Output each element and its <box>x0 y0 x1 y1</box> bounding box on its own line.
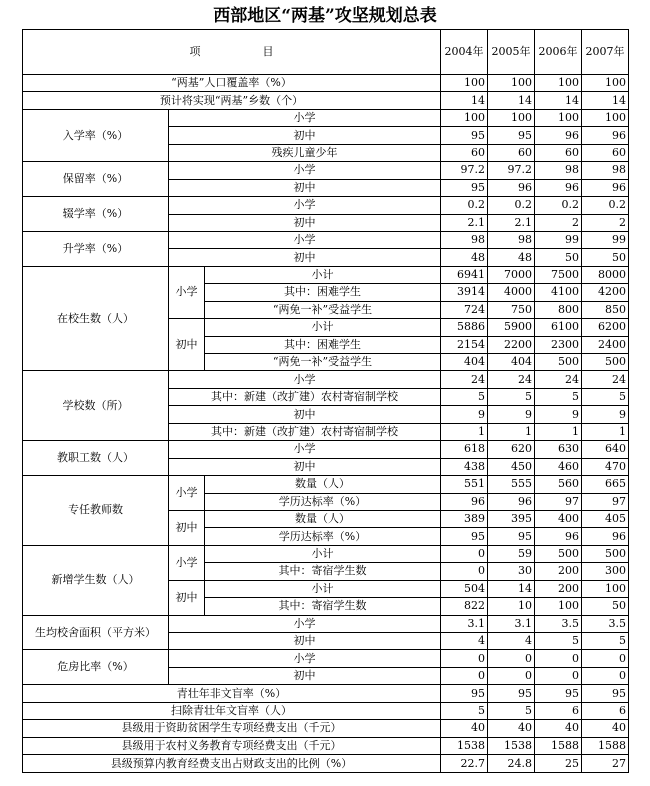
value-cell: 200 <box>535 580 582 597</box>
value-cell: 60 <box>535 144 582 161</box>
value-cell: 200 <box>535 563 582 580</box>
value-cell: 3.5 <box>582 615 629 632</box>
value-cell: 40 <box>582 720 629 737</box>
table-title: 西部地区“两基”攻坚规划总表 <box>213 6 437 26</box>
value-cell: 40 <box>488 720 535 737</box>
value-cell: 5 <box>488 388 535 405</box>
sub-label: “两免一补”受益学生 <box>205 354 441 371</box>
value-cell: 97 <box>535 493 582 510</box>
group-label: 学校数（所） <box>23 371 169 441</box>
group-label: 生均校舍面积（平方米） <box>23 615 169 650</box>
value-cell: 5 <box>582 633 629 650</box>
value-cell: 389 <box>441 510 488 527</box>
value-cell: 95 <box>441 528 488 545</box>
value-cell: 10 <box>488 598 535 615</box>
sub-label: 其中：困难学生 <box>205 284 441 301</box>
sub-label: “两免一补”受益学生 <box>205 301 441 318</box>
row-label: 县级用于农村义务教育专项经费支出（千元） <box>23 737 441 754</box>
value-cell: 24 <box>441 371 488 388</box>
table-row <box>23 266 629 283</box>
row-label: 县级用于资助贫困学生专项经费支出（千元） <box>23 720 441 737</box>
sub-label: 小学 <box>169 109 441 126</box>
value-cell: 50 <box>582 598 629 615</box>
value-cell: 95 <box>441 179 488 196</box>
value-cell: 40 <box>535 720 582 737</box>
value-cell: 100 <box>441 109 488 126</box>
value-cell: 450 <box>488 458 535 475</box>
sub-label: 小学 <box>169 650 441 667</box>
sub-label: 其中：困难学生 <box>205 336 441 353</box>
value-cell: 2.1 <box>441 214 488 231</box>
value-cell: 500 <box>535 545 582 562</box>
subgroup-label: 小学 <box>169 476 205 511</box>
sub-label: 学历达标率（%） <box>205 493 441 510</box>
sub-label: 初中 <box>169 633 441 650</box>
value-cell: 96 <box>488 179 535 196</box>
value-cell: 96 <box>488 493 535 510</box>
value-cell: 5 <box>488 702 535 719</box>
table-row <box>23 702 629 719</box>
sub-label: 数量（人） <box>205 510 441 527</box>
value-cell: 5886 <box>441 319 488 336</box>
value-cell: 5900 <box>488 319 535 336</box>
value-cell: 620 <box>488 441 535 458</box>
sub-label: 小学 <box>169 615 441 632</box>
value-cell: 14 <box>535 92 582 109</box>
table-row <box>23 197 629 214</box>
group-label: 保留率（%） <box>23 162 169 197</box>
value-cell: 1588 <box>582 737 629 754</box>
value-cell: 8000 <box>582 266 629 283</box>
value-cell: 1588 <box>535 737 582 754</box>
value-cell: 99 <box>535 231 582 248</box>
value-cell: 60 <box>441 144 488 161</box>
value-cell: 500 <box>582 545 629 562</box>
value-cell: 0 <box>535 667 582 684</box>
value-cell: 27 <box>582 755 629 773</box>
value-cell: 96 <box>582 528 629 545</box>
sub-label: 学历达标率（%） <box>205 528 441 545</box>
value-cell: 14 <box>488 92 535 109</box>
sub-label: 其中：新建（改扩建）农村寄宿制学校 <box>169 423 441 440</box>
value-cell: 724 <box>441 301 488 318</box>
sub-label: 其中：新建（改扩建）农村寄宿制学校 <box>169 388 441 405</box>
value-cell: 0 <box>441 667 488 684</box>
group-label: 危房比率（%） <box>23 650 169 685</box>
value-cell: 400 <box>535 510 582 527</box>
value-cell: 2200 <box>488 336 535 353</box>
table-row <box>23 109 629 126</box>
value-cell: 6 <box>582 702 629 719</box>
value-cell: 97 <box>582 493 629 510</box>
value-cell: 30 <box>488 563 535 580</box>
sub-label: 数量（人） <box>205 476 441 493</box>
value-cell: 9 <box>441 406 488 423</box>
value-cell: 618 <box>441 441 488 458</box>
value-cell: 97.2 <box>441 162 488 179</box>
value-cell: 0.2 <box>488 197 535 214</box>
item-header <box>23 30 441 75</box>
sub-label: 小学 <box>169 371 441 388</box>
year-header: 2004年 <box>441 30 488 75</box>
value-cell: 2300 <box>535 336 582 353</box>
group-label: 新增学生数（人） <box>23 545 169 615</box>
year-header: 2006年 <box>535 30 582 75</box>
value-cell: 98 <box>535 162 582 179</box>
subgroup-label: 小学 <box>169 545 205 580</box>
value-cell: 98 <box>488 231 535 248</box>
value-cell: 0 <box>582 667 629 684</box>
value-cell: 97.2 <box>488 162 535 179</box>
value-cell: 822 <box>441 598 488 615</box>
row-label: 青壮年非文盲率（%） <box>23 685 441 702</box>
row-label: “两基”人口覆盖率（%） <box>23 75 441 92</box>
value-cell: 438 <box>441 458 488 475</box>
table-row <box>23 441 629 458</box>
subgroup-label: 小学 <box>169 266 205 318</box>
value-cell: 100 <box>488 109 535 126</box>
value-cell: 405 <box>582 510 629 527</box>
sub-label: 其中：寄宿学生数 <box>205 563 441 580</box>
value-cell: 5 <box>535 388 582 405</box>
value-cell: 640 <box>582 441 629 458</box>
value-cell: 24 <box>535 371 582 388</box>
value-cell: 60 <box>582 144 629 161</box>
value-cell: 6100 <box>535 319 582 336</box>
value-cell: 95 <box>488 528 535 545</box>
sub-label: 小学 <box>169 162 441 179</box>
value-cell: 4 <box>488 633 535 650</box>
value-cell: 0 <box>488 650 535 667</box>
value-cell: 0 <box>535 650 582 667</box>
value-cell: 3.5 <box>535 615 582 632</box>
sub-label: 其中：寄宿学生数 <box>205 598 441 615</box>
value-cell: 1 <box>582 423 629 440</box>
value-cell: 404 <box>488 354 535 371</box>
value-cell: 2154 <box>441 336 488 353</box>
group-label: 入学率（%） <box>23 109 169 161</box>
value-cell: 0 <box>582 650 629 667</box>
value-cell: 95 <box>535 685 582 702</box>
value-cell: 504 <box>441 580 488 597</box>
sub-label: 初中 <box>169 406 441 423</box>
sub-label: 初中 <box>169 667 441 684</box>
sub-label: 初中 <box>169 127 441 144</box>
value-cell: 14 <box>441 92 488 109</box>
table-row <box>23 162 629 179</box>
value-cell: 3.1 <box>488 615 535 632</box>
group-label: 辍学率（%） <box>23 197 169 232</box>
value-cell: 4200 <box>582 284 629 301</box>
value-cell: 9 <box>582 406 629 423</box>
value-cell: 100 <box>535 598 582 615</box>
value-cell: 0 <box>488 667 535 684</box>
value-cell: 100 <box>535 109 582 126</box>
table-row <box>23 476 629 493</box>
subgroup-label: 初中 <box>169 510 205 545</box>
value-cell: 22.7 <box>441 755 488 773</box>
sub-label: 初中 <box>169 179 441 196</box>
item-header-a: 项 <box>189 45 201 58</box>
group-label: 教职工数（人） <box>23 441 169 476</box>
value-cell: 100 <box>441 75 488 92</box>
sub-label: 初中 <box>169 214 441 231</box>
value-cell: 95 <box>488 127 535 144</box>
table-row <box>23 92 629 109</box>
value-cell: 100 <box>582 580 629 597</box>
value-cell: 5 <box>582 388 629 405</box>
value-cell: 100 <box>582 75 629 92</box>
sub-label: 初中 <box>169 458 441 475</box>
sub-label: 小计 <box>205 545 441 562</box>
sub-label: 初中 <box>169 249 441 266</box>
table-row <box>23 720 629 737</box>
value-cell: 24.8 <box>488 755 535 773</box>
table-row <box>23 545 629 562</box>
value-cell: 100 <box>582 109 629 126</box>
value-cell: 460 <box>535 458 582 475</box>
header-row <box>23 30 629 75</box>
value-cell: 1538 <box>441 737 488 754</box>
value-cell: 630 <box>535 441 582 458</box>
value-cell: 300 <box>582 563 629 580</box>
value-cell: 0 <box>441 545 488 562</box>
sub-label: 小学 <box>169 231 441 248</box>
value-cell: 59 <box>488 545 535 562</box>
table-row <box>23 755 629 773</box>
value-cell: 4000 <box>488 284 535 301</box>
value-cell: 96 <box>535 179 582 196</box>
value-cell: 98 <box>582 162 629 179</box>
row-label: 扫除青壮年文盲率（人） <box>23 702 441 719</box>
sub-label: 小学 <box>169 197 441 214</box>
value-cell: 4100 <box>535 284 582 301</box>
value-cell: 6941 <box>441 266 488 283</box>
value-cell: 5 <box>441 388 488 405</box>
value-cell: 5 <box>535 633 582 650</box>
value-cell: 3.1 <box>441 615 488 632</box>
sub-label: 残疾儿童少年 <box>169 144 441 161</box>
value-cell: 96 <box>441 493 488 510</box>
table-row <box>23 685 629 702</box>
table-row <box>23 615 629 632</box>
value-cell: 9 <box>488 406 535 423</box>
value-cell: 850 <box>582 301 629 318</box>
value-cell: 7500 <box>535 266 582 283</box>
row-label: 县级预算内教育经费支出占财政支出的比例（%） <box>23 755 441 773</box>
value-cell: 100 <box>488 75 535 92</box>
value-cell: 1 <box>441 423 488 440</box>
value-cell: 5 <box>441 702 488 719</box>
value-cell: 14 <box>582 92 629 109</box>
value-cell: 500 <box>582 354 629 371</box>
value-cell: 2.1 <box>488 214 535 231</box>
sub-label: 小计 <box>205 319 441 336</box>
value-cell: 665 <box>582 476 629 493</box>
item-header-b: 目 <box>262 45 274 58</box>
value-cell: 555 <box>488 476 535 493</box>
table-row <box>23 231 629 248</box>
value-cell: 98 <box>441 231 488 248</box>
value-cell: 95 <box>582 685 629 702</box>
value-cell: 750 <box>488 301 535 318</box>
value-cell: 560 <box>535 476 582 493</box>
value-cell: 0 <box>441 650 488 667</box>
value-cell: 500 <box>535 354 582 371</box>
value-cell: 6200 <box>582 319 629 336</box>
value-cell: 96 <box>582 127 629 144</box>
value-cell: 100 <box>535 75 582 92</box>
value-cell: 50 <box>535 249 582 266</box>
value-cell: 1538 <box>488 737 535 754</box>
value-cell: 96 <box>582 179 629 196</box>
year-header: 2005年 <box>488 30 535 75</box>
subgroup-label: 初中 <box>169 580 205 615</box>
value-cell: 95 <box>488 685 535 702</box>
value-cell: 2 <box>582 214 629 231</box>
value-cell: 6 <box>535 702 582 719</box>
value-cell: 50 <box>582 249 629 266</box>
group-label: 在校生数（人） <box>23 266 169 371</box>
value-cell: 2400 <box>582 336 629 353</box>
value-cell: 48 <box>441 249 488 266</box>
value-cell: 1 <box>535 423 582 440</box>
value-cell: 48 <box>488 249 535 266</box>
value-cell: 96 <box>535 127 582 144</box>
group-label: 专任教师数 <box>23 476 169 546</box>
group-label: 升学率（%） <box>23 231 169 266</box>
sub-label: 小计 <box>205 580 441 597</box>
value-cell: 60 <box>488 144 535 161</box>
value-cell: 25 <box>535 755 582 773</box>
value-cell: 404 <box>441 354 488 371</box>
row-label: 预计将实现“两基”乡数（个） <box>23 92 441 109</box>
value-cell: 2 <box>535 214 582 231</box>
value-cell: 9 <box>535 406 582 423</box>
value-cell: 1 <box>488 423 535 440</box>
value-cell: 470 <box>582 458 629 475</box>
value-cell: 4 <box>441 633 488 650</box>
value-cell: 95 <box>441 127 488 144</box>
table-row <box>23 371 629 388</box>
planning-summary-table <box>22 29 629 773</box>
subgroup-label: 初中 <box>169 319 205 371</box>
value-cell: 40 <box>441 720 488 737</box>
value-cell: 551 <box>441 476 488 493</box>
value-cell: 800 <box>535 301 582 318</box>
table-row <box>23 737 629 754</box>
table-row <box>23 650 629 667</box>
value-cell: 96 <box>535 528 582 545</box>
value-cell: 24 <box>488 371 535 388</box>
value-cell: 0.2 <box>535 197 582 214</box>
value-cell: 14 <box>488 580 535 597</box>
value-cell: 0.2 <box>441 197 488 214</box>
value-cell: 24 <box>582 371 629 388</box>
value-cell: 99 <box>582 231 629 248</box>
value-cell: 7000 <box>488 266 535 283</box>
value-cell: 395 <box>488 510 535 527</box>
table-row <box>23 75 629 92</box>
value-cell: 0 <box>441 563 488 580</box>
sub-label: 小计 <box>205 266 441 283</box>
value-cell: 95 <box>441 685 488 702</box>
year-header: 2007年 <box>582 30 629 75</box>
value-cell: 3914 <box>441 284 488 301</box>
value-cell: 0.2 <box>582 197 629 214</box>
sub-label: 小学 <box>169 441 441 458</box>
